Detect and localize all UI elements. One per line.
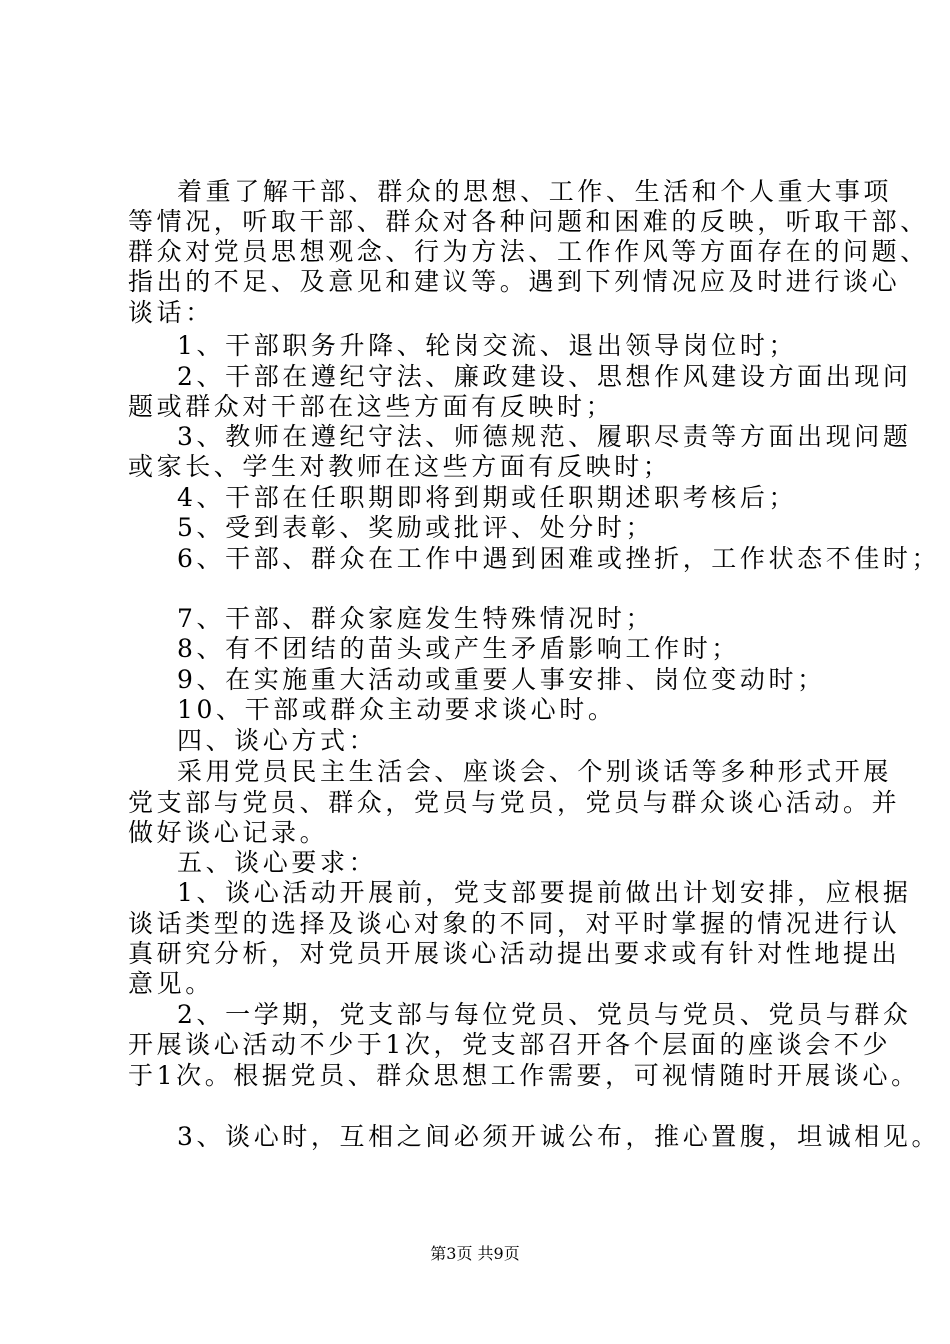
paragraph-line: 党支部与党员、群众，党员与党员，党员与群众谈心活动。并 [128, 788, 901, 817]
paragraph-line: 真研究分析，对党员开展谈心活动提出要求或有针对性地提出 [128, 939, 901, 968]
list-item: 3、教师在遵纪守法、师德规范、履职尽责等方面出现问题 [177, 422, 912, 451]
list-item: 1、谈心活动开展前，党支部要提前做出计划安排，应根据 [177, 878, 912, 907]
list-item: 1、干部职务升降、轮岗交流、退出领导岗位时； [177, 331, 798, 360]
list-item: 5、受到表彰、奖励或批评、处分时； [177, 513, 655, 542]
paragraph-line: 着重了解干部、群众的思想、工作、生活和个人重大事项 [177, 177, 893, 206]
list-item: 10、干部或群众主动要求谈心时。 [177, 695, 617, 724]
paragraph-line: 开展谈心活动不少于1次，党支部召开各个层面的座谈会不少 [128, 1030, 892, 1059]
paragraph-line: 做好谈心记录。 [128, 818, 329, 847]
list-item: 4、干部在任职期即将到期或任职期述职考核后； [177, 483, 798, 512]
page-number-footer: 第3页 共9页 [430, 1244, 520, 1263]
paragraph-line: 意见。 [128, 969, 214, 998]
paragraph-line: 或家长、学生对教师在这些方面有反映时； [128, 452, 672, 481]
list-item: 7、干部、群众家庭发生特殊情况时； [177, 604, 655, 633]
section-heading: 四、谈心方式： [177, 726, 378, 755]
paragraph-line: 群众对党员思想观念、行为方法、工作作风等方面存在的问题、 [128, 237, 929, 266]
paragraph-line: 等情况，听取干部、群众对各种问题和困难的反映，听取干部、 [128, 207, 929, 236]
paragraph-line: 指出的不足、及意见和建议等。遇到下列情况应及时进行谈心 [128, 267, 901, 296]
paragraph-line: 于1次。根据党员、群众思想工作需要，可视情随时开展谈心。 [128, 1061, 920, 1090]
list-item: 6、干部、群众在工作中遇到困难或挫折，工作状态不佳时； [177, 544, 941, 573]
paragraph-line: 谈话类型的选择及谈心对象的不同，对平时掌握的情况进行认 [128, 909, 901, 938]
list-item: 3、谈心时，互相之间必须开诚公布，推心置腹，坦诚相见。 [177, 1122, 941, 1151]
paragraph-line: 题或群众对干部在这些方面有反映时； [128, 392, 615, 421]
list-item: 9、在实施重大活动或重要人事安排、岗位变动时； [177, 665, 826, 694]
list-item: 2、一学期，党支部与每位党员、党员与党员、党员与群众 [177, 1000, 912, 1029]
list-item: 8、有不团结的苗头或产生矛盾影响工作时； [177, 634, 740, 663]
section-heading: 五、谈心要求： [177, 848, 378, 877]
list-item: 2、干部在遵纪守法、廉政建设、思想作风建设方面出现问 [177, 362, 912, 391]
paragraph-line: 谈话： [128, 298, 214, 327]
paragraph-line: 采用党员民主生活会、座谈会、个别谈话等多种形式开展 [177, 757, 893, 786]
